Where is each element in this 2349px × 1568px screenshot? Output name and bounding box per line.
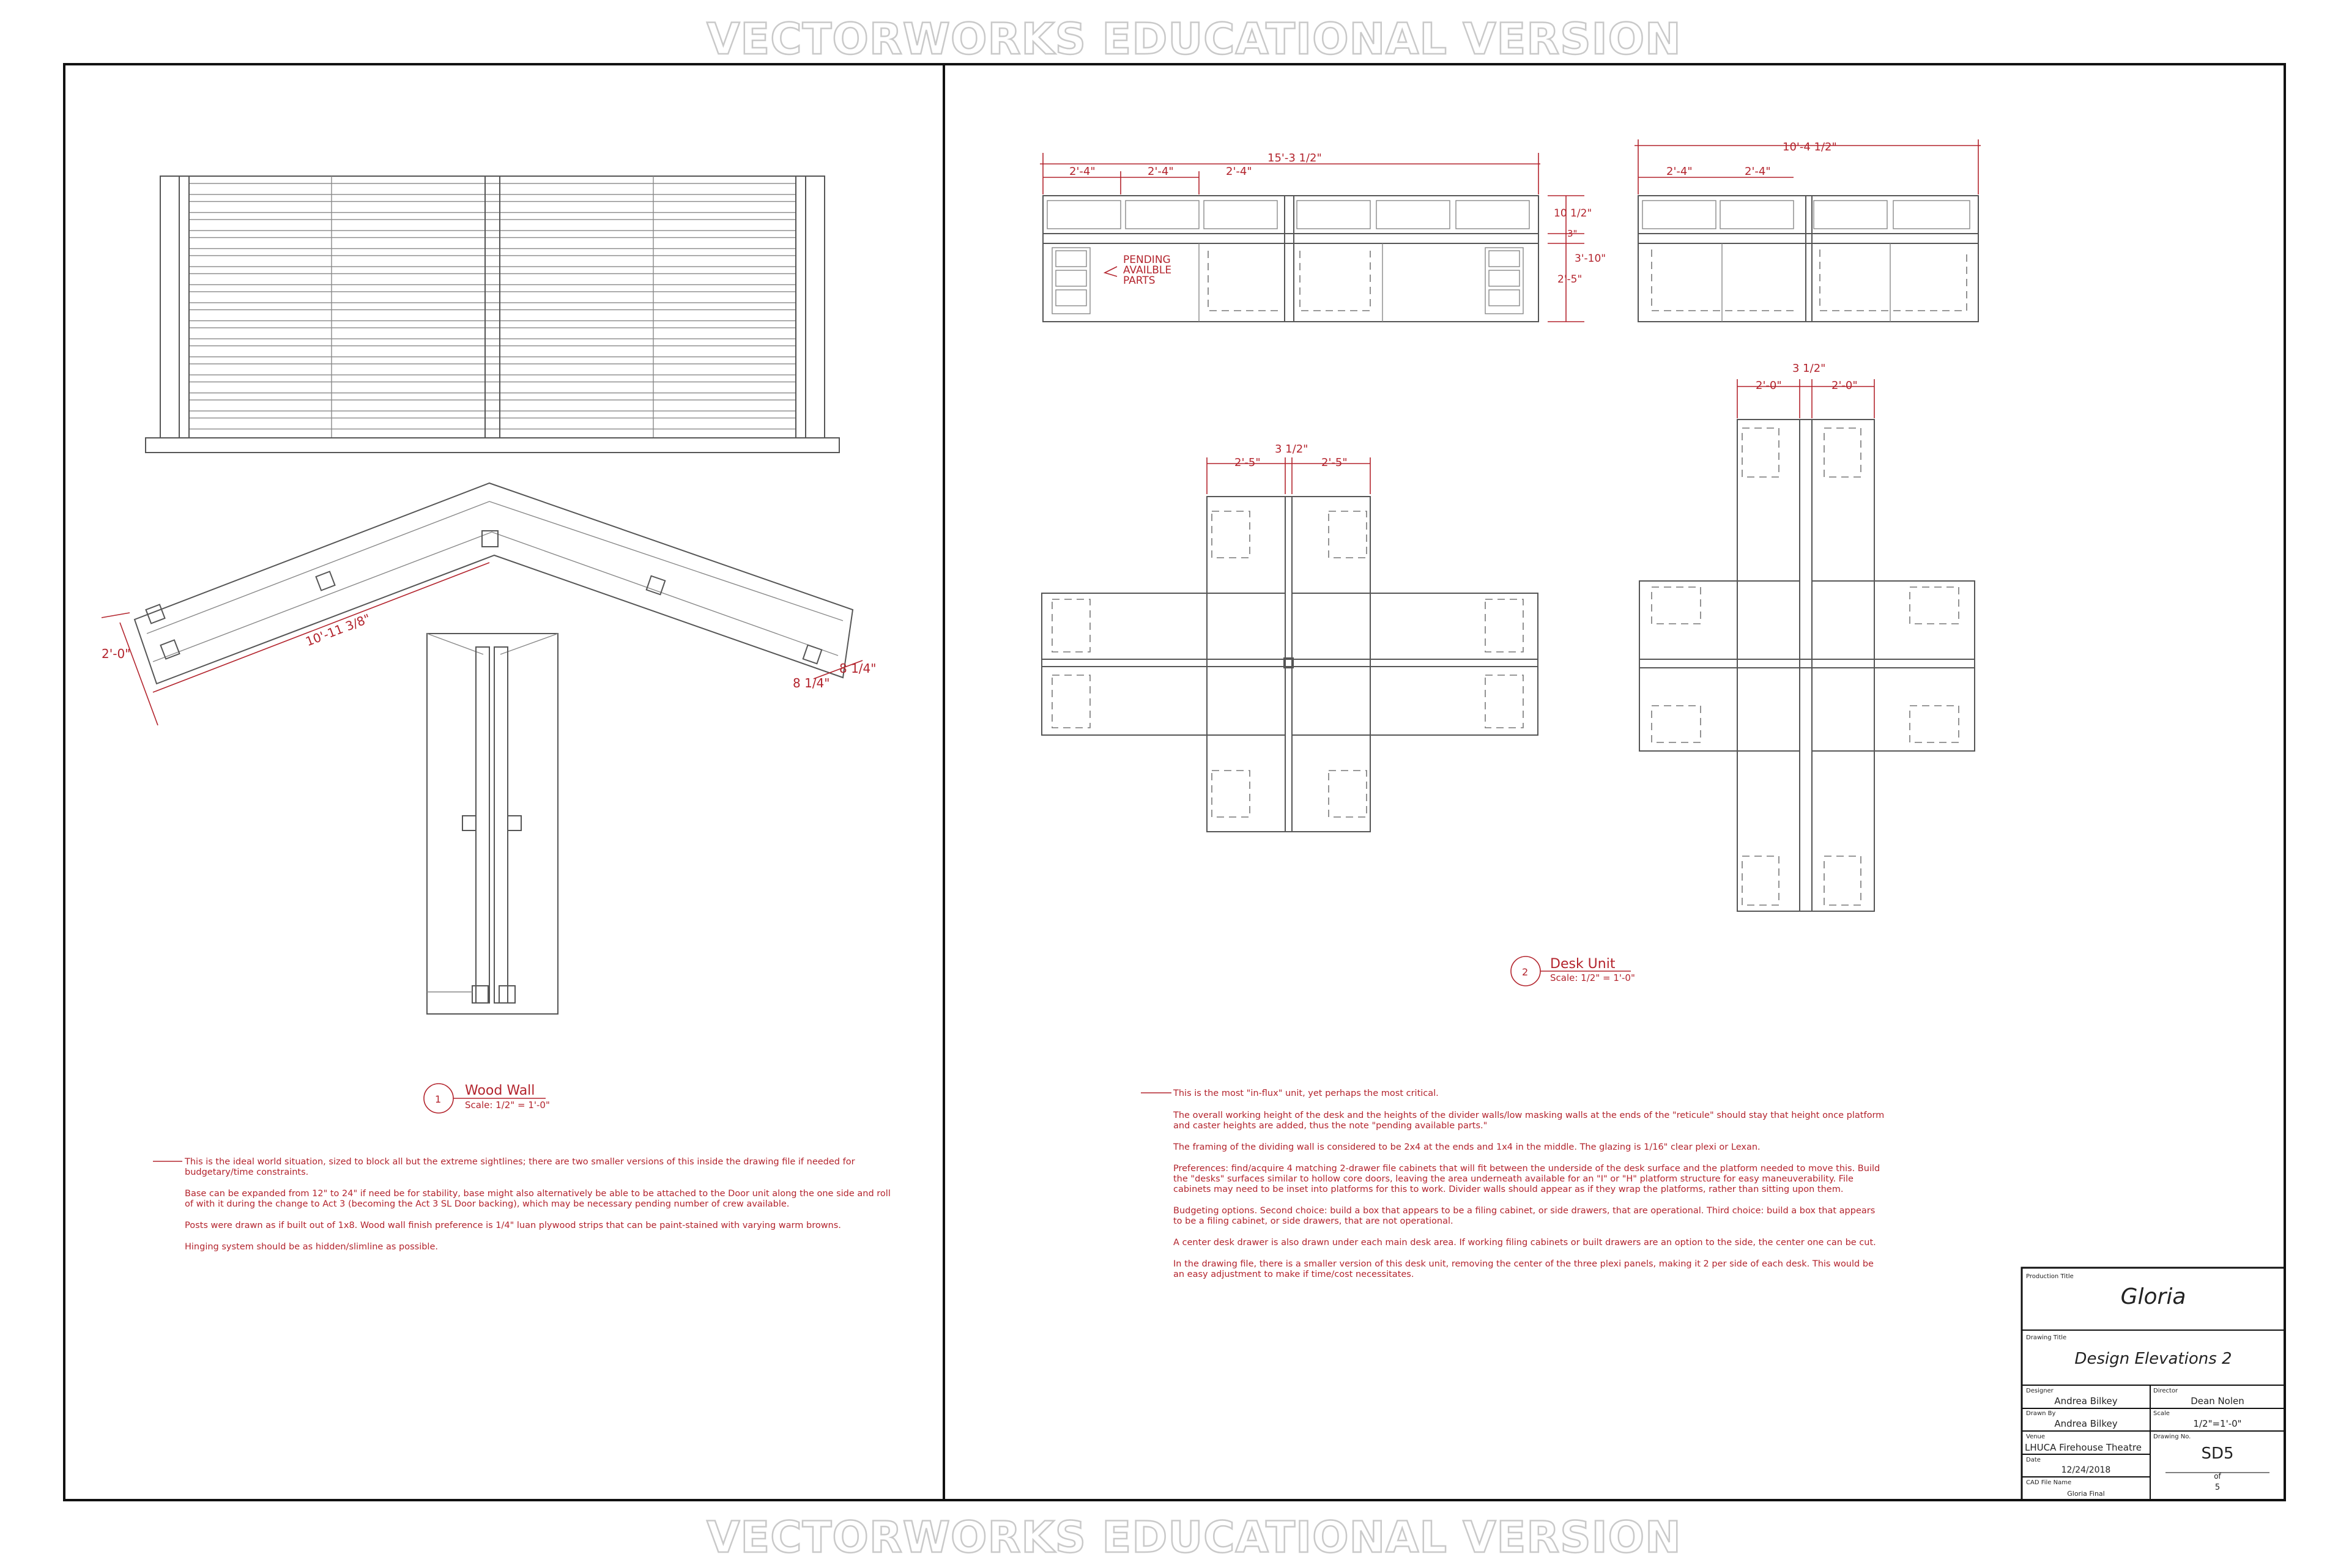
svg-text:Posts were drawn as if built o: Posts were drawn as if built out of 1x8. Wood wall finish preference is 1/4" luan plywood strips that can be paint-stained with varying warm browns.: [185, 1221, 841, 1230]
svg-text:Drawing Title: Drawing Title: [2026, 1334, 2067, 1341]
desk-plan-b: [1639, 362, 1975, 911]
svg-text:cabinets may need to be inset: cabinets may need to be inset into platforms for this to work. Divider walls should appear as if they wrap the platforms, rather than sitting upon them.: [1173, 1185, 1844, 1194]
svg-text:3 1/2": 3 1/2": [1792, 362, 1826, 375]
svg-text:Budgeting options. Second choi: Budgeting options. Second choice: build a box that appears to be a filing cabinet, or side drawers, that are operational. Third choice: build a box that appears: [1173, 1206, 1876, 1216]
svg-text:budgetary/time constraints.: budgetary/time constraints.: [185, 1167, 309, 1177]
svg-text:2'-4": 2'-4": [1666, 165, 1693, 178]
dim-wall-corner-2: 8 1/4": [839, 661, 877, 676]
svg-text:2'-5": 2'-5": [1321, 456, 1348, 469]
svg-text:of with it during the change t: of with it during the change to Act 3 (becoming the Act 3 SL Door backing), which may be necessary pending number of crew available.: [185, 1199, 790, 1209]
svg-text:2'-4": 2'-4": [1226, 165, 1252, 178]
desk-plan-a: [1042, 443, 1538, 832]
svg-text:Scale: Scale: [2153, 1410, 2170, 1417]
production-title: Gloria: [2120, 1284, 2186, 1309]
svg-text:an easy adjustment to make if: an easy adjustment to make if time/cost necessitates.: [1173, 1270, 1414, 1279]
svg-text:3": 3": [1567, 228, 1578, 239]
wall-slat: [189, 328, 796, 339]
svg-text:3 1/2": 3 1/2": [1275, 443, 1308, 456]
svg-text:2'-4": 2'-4": [1069, 165, 1096, 178]
dim-wall-depth: 2'-0": [102, 646, 131, 661]
wall-slat: [189, 346, 796, 357]
wall-slat: [189, 183, 796, 194]
svg-text:2'-5": 2'-5": [1557, 273, 1583, 286]
wall-slat: [189, 418, 796, 429]
svg-text:Drawn By: Drawn By: [2026, 1410, 2056, 1417]
svg-text:In the drawing file, there is: In the drawing file, there is a smaller version of this desk unit, removing the center of the three plexi panels, making it 2 per side of each desk. This would be: [1173, 1259, 1874, 1269]
svg-text:LHUCA Firehouse Theatre: LHUCA Firehouse Theatre: [2025, 1442, 2142, 1453]
svg-text:12/24/2018: 12/24/2018: [2061, 1465, 2111, 1475]
svg-text:Designer: Designer: [2026, 1388, 2054, 1394]
svg-text:The overall working height of: The overall working height of the desk and the heights of the divider walls/low masking walls at the ends of the "reticule" should stay that height once platform: [1173, 1111, 1885, 1120]
svg-text:2: 2: [1522, 966, 1529, 978]
svg-text:1/2"=1'-0": 1/2"=1'-0": [2193, 1418, 2242, 1429]
svg-text:Hinging system should be as hi: Hinging system should be as hidden/slimline as possible.: [185, 1242, 438, 1252]
svg-text:10 1/2": 10 1/2": [1554, 207, 1592, 220]
svg-text:PARTS: PARTS: [1123, 275, 1156, 287]
svg-text:Drawing No.: Drawing No.: [2153, 1433, 2191, 1440]
svg-text:5: 5: [2214, 1483, 2221, 1492]
desk-unit-notes: [1141, 1089, 1884, 1279]
svg-text:Dean Nolen: Dean Nolen: [2191, 1396, 2244, 1407]
desk-elevation-large: [1040, 152, 1606, 322]
svg-text:1: 1: [435, 1093, 442, 1105]
wood-wall-elevation: [146, 176, 839, 453]
callout-wood-wall-scale: Scale: 1/2" = 1'-0": [465, 1100, 550, 1111]
wall-slat: [189, 238, 796, 249]
dim-wall-length: 10'-11 3/8": [303, 611, 373, 649]
desk-elevation-small: [1635, 139, 1981, 322]
svg-text:Venue: Venue: [2026, 1433, 2046, 1440]
svg-text:2'-4": 2'-4": [1745, 165, 1771, 178]
wall-slat: [189, 274, 796, 285]
dim-wall-corner: 8 1/4": [793, 676, 830, 690]
svg-text:PENDING: PENDING: [1123, 254, 1171, 266]
svg-text:Preferences: find/acquire 4 ma: Preferences: find/acquire 4 matching 2-drawer file cabinets that will fit between the underside of the desk surface and the platform needed to move this. Build: [1173, 1164, 1880, 1174]
svg-text:Date: Date: [2026, 1457, 2041, 1463]
drawing-title: Design Elevations 2: [2074, 1350, 2232, 1368]
svg-text:15'-3 1/2": 15'-3 1/2": [1267, 152, 1322, 165]
watermark-bottom: VECTORWORKS EDUCATIONAL VERSION: [707, 1512, 1682, 1562]
sheet-border: [64, 64, 2285, 1500]
svg-text:Base can be expanded from 12": Base can be expanded from 12" to 24" if need be for stability, base might also alternatively be able to be attached to the Door unit along the one side and roll: [185, 1189, 891, 1199]
wall-slat: [189, 382, 796, 393]
svg-text:This is the ideal world situat: This is the ideal world situation, sized to block all but the extreme sightlines; there are two smaller versions of this inside the drawing file if needed for: [185, 1157, 855, 1167]
callout-desk-unit-title: Desk Unit: [1550, 956, 1616, 972]
wall-slat: [189, 364, 796, 375]
svg-text:2'-4": 2'-4": [1148, 165, 1174, 178]
wall-slat: [189, 202, 796, 213]
wood-wall-notes: [153, 1157, 891, 1252]
svg-text:Andrea Bilkey: Andrea Bilkey: [2054, 1396, 2118, 1407]
wall-slat: [189, 220, 796, 231]
svg-text:A center desk drawer is also d: A center desk drawer is also drawn under each main desk area. If working filing cabinets or built drawers are an option to the side, the center one can be cut.: [1173, 1238, 1876, 1248]
callout-desk-unit: [1511, 956, 1635, 986]
svg-text:to be a filing cabinet, or sid: to be a filing cabinet, or side drawers, that are not operational.: [1173, 1216, 1453, 1226]
svg-text:AVAILBLE: AVAILBLE: [1123, 264, 1172, 276]
svg-text:CAD File Name: CAD File Name: [2026, 1479, 2072, 1486]
callout-wood-wall-title: Wood Wall: [465, 1083, 535, 1098]
wall-slat: [189, 256, 796, 267]
wood-wall-side: [427, 634, 558, 1014]
wall-slat: [189, 400, 796, 411]
svg-text:2'-0": 2'-0": [1831, 379, 1858, 392]
svg-text:Andrea Bilkey: Andrea Bilkey: [2054, 1418, 2118, 1429]
svg-text:3'-10": 3'-10": [1575, 253, 1606, 265]
title-block: [2022, 1268, 2285, 1500]
svg-text:Gloria Final: Gloria Final: [2067, 1490, 2105, 1498]
wall-slat: [189, 310, 796, 321]
svg-text:and caster heights are added,: and caster heights are added, thus the note "pending available parts.": [1173, 1121, 1488, 1131]
svg-text:2'-0": 2'-0": [1756, 379, 1782, 392]
svg-text:of: of: [2214, 1472, 2221, 1481]
drawing-number: SD5: [2201, 1444, 2234, 1463]
svg-text:The framing of the dividing wa: The framing of the dividing wall is considered to be 2x4 at the ends and 1x4 in the middle. The glazing is 1/16" clear plexi or Lexan.: [1173, 1142, 1761, 1152]
watermark-top: VECTORWORKS EDUCATIONAL VERSION: [707, 14, 1682, 64]
svg-text:the "desks" surfaces similar t: the "desks" surfaces similar to hollow core doors, leaving the area underneath available for an "I" or "H" platform structure for easy maneuverability. File: [1173, 1174, 1854, 1184]
svg-text:Production Title: Production Title: [2026, 1273, 2074, 1280]
callout-desk-unit-scale: Scale: 1/2" = 1'-0": [1550, 972, 1635, 983]
svg-text:Director: Director: [2153, 1388, 2178, 1394]
svg-text:This is the most "in-flux" uni: This is the most "in-flux" unit, yet perhaps the most critical.: [1173, 1089, 1439, 1098]
svg-text:2'-5": 2'-5": [1234, 456, 1261, 469]
callout-wood-wall: [424, 1083, 550, 1113]
svg-text:10'-4 1/2": 10'-4 1/2": [1783, 141, 1837, 153]
wall-slat: [189, 292, 796, 303]
